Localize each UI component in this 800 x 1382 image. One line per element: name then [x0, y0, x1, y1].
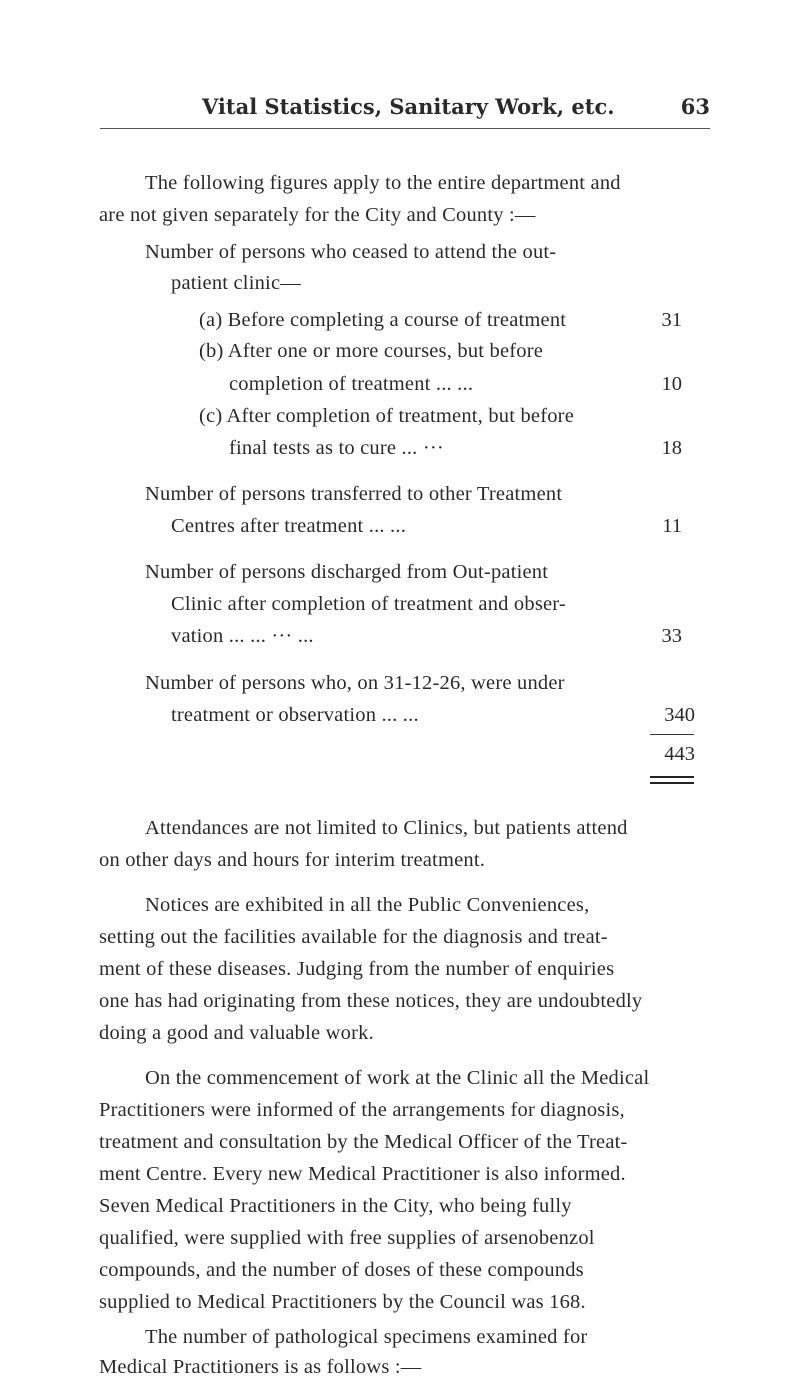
ceased-item-c-line-1: (c) After completion of treatment, but before: [199, 405, 575, 427]
discharged-value: 33: [661, 625, 682, 647]
para3-line-8: supplied to Medical Practitioners by the Council was 168.: [99, 1291, 586, 1313]
para4-line-2: Medical Practitioners is as follows :—: [99, 1356, 422, 1378]
transferred-line-1: Number of persons transferred to other Treatment: [145, 483, 563, 505]
total-double-rule: [650, 776, 694, 784]
para1-line-2: on other days and hours for interim treatment.: [99, 849, 486, 871]
total-value: 443: [664, 743, 695, 765]
ceased-heading-2: patient clinic—: [171, 272, 301, 294]
header-title: Vital Statistics, Sanitary Work, etc.: [202, 94, 615, 119]
ceased-item-a: (a) Before completing a course of treatment: [199, 309, 567, 331]
discharged-line-1: Number of persons discharged from Out-patient: [145, 561, 549, 583]
ceased-item-b-value: 10: [661, 373, 682, 395]
under-treatment-value: 340: [664, 704, 695, 726]
ceased-item-c-line-2: final tests as to cure ... ···: [229, 437, 444, 459]
header-rule: [100, 128, 710, 129]
para3-line-3: treatment and consultation by the Medical Officer of the Treat-: [99, 1131, 628, 1153]
para4-line-1: The number of pathological specimens examined for: [145, 1326, 588, 1348]
para2-line-3: ment of these diseases. Judging from the number of enquiries: [99, 958, 615, 980]
ceased-item-c-value: 18: [661, 437, 682, 459]
running-header: [100, 94, 710, 130]
para3-line-4: ment Centre. Every new Medical Practitioner is also informed.: [99, 1163, 626, 1185]
ceased-item-b-line-2: completion of treatment ... ...: [229, 373, 474, 395]
transferred-line-2: Centres after treatment ... ...: [171, 515, 407, 537]
discharged-line-2: Clinic after completion of treatment and obser-: [171, 593, 566, 615]
page-number: 63: [680, 94, 710, 119]
ceased-heading-1: Number of persons who ceased to attend the out-: [145, 241, 557, 263]
intro-line-2: are not given separately for the City and County :—: [99, 204, 536, 226]
para1-line-1: Attendances are not limited to Clinics, but patients attend: [145, 817, 628, 839]
para3-line-6: qualified, were supplied with free supplies of arsenobenzol: [99, 1227, 595, 1249]
intro-line-1: The following figures apply to the entire department and: [145, 172, 621, 194]
para3-line-2: Practitioners were informed of the arrangements for diagnosis,: [99, 1099, 625, 1121]
para2-line-2: setting out the facilities available for the diagnosis and treat-: [99, 926, 608, 948]
para3-line-1: On the commencement of work at the Clinic all the Medical: [145, 1067, 650, 1089]
para2-line-5: doing a good and valuable work.: [99, 1022, 374, 1044]
para3-line-7: compounds, and the number of doses of these compounds: [99, 1259, 584, 1281]
transferred-value: 11: [662, 515, 682, 537]
under-treatment-line-1: Number of persons who, on 31-12-26, were under: [145, 672, 565, 694]
ceased-item-b-line-1: (b) After one or more courses, but before: [199, 340, 544, 362]
discharged-line-3: vation ... ... ··· ...: [171, 625, 314, 647]
para2-line-1: Notices are exhibited in all the Public Conveniences,: [145, 894, 590, 916]
under-treatment-line-2: treatment or observation ... ...: [171, 704, 419, 726]
para2-line-4: one has had originating from these notices, they are undoubtedly: [99, 990, 643, 1012]
ceased-item-a-value: 31: [661, 309, 682, 331]
para3-line-5: Seven Medical Practitioners in the City, who being fully: [99, 1195, 572, 1217]
sum-rule: [650, 734, 694, 735]
